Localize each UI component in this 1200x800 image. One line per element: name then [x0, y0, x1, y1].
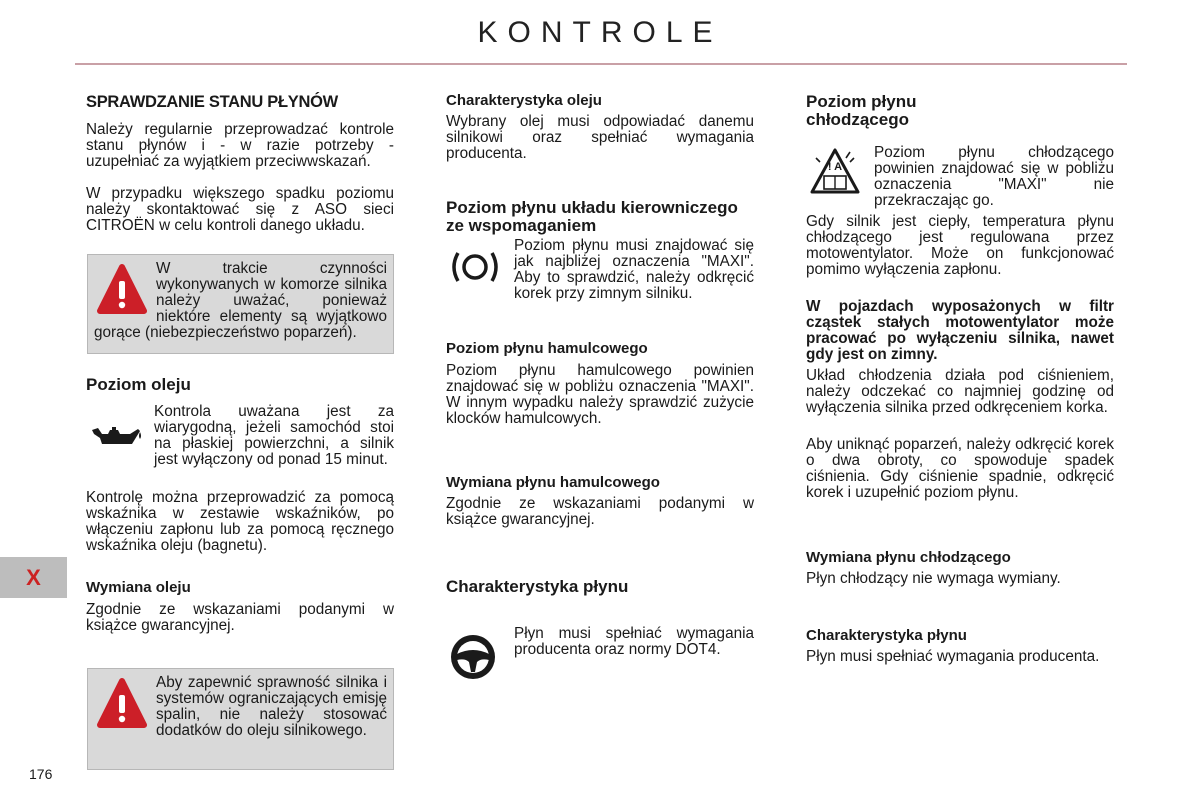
oil-change-text: Zgodnie ze wskazaniami podanymi w książce gwarancyjnej. [86, 601, 394, 634]
engine-heat-warning-text: W trakcie czynności wykonywanych w komorze silnika należy uważać, ponieważ niektóre elementy są wyjątkowo gorące (niebezpieczeństwo poparzeń). [94, 260, 387, 341]
coolant-burn-text: Aby uniknąć poparzeń, należy odkręcić korek o dwa obroty, co spowoduje spadek ciśnienia. Gdy ciśnienie spadnie, odkręcić korek i uzupełnić poziom płynu. [806, 436, 1114, 501]
coolant-fan-text: Gdy silnik jest ciepły, temperatura płynu chłodzącego jest regulowana przez motowentylator. Może on funkcjonować pomimo wyłączenia zapłonu. [806, 213, 1114, 278]
brake-fluid-spec-heading: Charakterystyka płynu [446, 577, 629, 596]
additives-warning-text: Aby zapewnić sprawność silnika i systemów ograniczających emisję spalin, nie należy stosować dodatków do oleju silnikowego. [156, 674, 387, 739]
page-number: 176 [29, 766, 53, 782]
additives-warning [87, 668, 394, 770]
oil-level-text: Kontrola uważana jest za wiarygodną, jeżeli samochód stoi na płaskiej powierzchni, a silnik jest wyłączony od ponad 15 minut. [154, 403, 394, 468]
warning-icon [94, 261, 150, 319]
steering-wheel-icon [447, 632, 499, 682]
fluids-intro-2: W przypadku większego spadku poziomu należy skontaktować się z ASO sieci CITROËN w celu kontroli danego układu. [86, 185, 394, 234]
fluids-intro-1: Należy regularnie przeprowadzać kontrole stanu płynów i - w razie potrzeby - uzupełniać za wyjątkiem przeciwwskazań. [86, 121, 394, 170]
coolant-spec-text: Płyn musi spełniać wymagania producenta. [806, 648, 1100, 665]
oil-can-icon [88, 420, 144, 454]
brake-change-heading: Wymiana płynu hamulcowego [446, 474, 660, 491]
coolant-pressure-text: Układ chłodzenia działa pod ciśnieniem, należy odczekać co najmniej godzinę od wyłączenia silnika przed odkręceniem korka. [806, 367, 1114, 416]
fluids-heading: SPRAWDZANIE STANU PŁYNÓW [86, 93, 338, 111]
brake-level-heading: Poziom płynu hamulcowego [446, 340, 648, 357]
coolant-level-text: Poziom płynu chłodzącego powinien znajdować się w pobliżu oznaczenia "MAXI" nie przekraczając go. [874, 144, 1114, 209]
coolant-change-heading: Wymiana płynu chłodzącego [806, 549, 1011, 566]
title-divider [75, 63, 1127, 65]
power-steering-text: Poziom płynu musi znajdować się jak najbliżej oznaczenia "MAXI". Aby to sprawdzić, należy odkręcić korek przy zimnym silniku. [514, 237, 754, 302]
oil-level-text-2: Kontrolę można przeprowadzić za pomocą wskaźnika w zestawie wskaźników, po włączeniu zapłonu lub za pomocą ręcznego wskaźnika oleju (bagnetu). [86, 489, 394, 554]
warning-icon [94, 675, 150, 733]
brake-level-text: Poziom płynu hamulcowego powinien znajdować się w pobliżu oznaczenia "MAXI". W innym wypadku należy sprawdzić zużycie klocków hamulcowych. [446, 362, 754, 427]
oil-spec-heading: Charakterystyka oleju [446, 92, 602, 109]
oil-change-heading: Wymiana oleju [86, 579, 191, 596]
page-title: KONTROLE [477, 16, 723, 49]
coolant-heading: Poziom płynu chłodzącego [806, 92, 917, 129]
coolant-change-text: Płyn chłodzący nie wymaga wymiany. [806, 570, 1061, 587]
coolant-spec-heading: Charakterystyka płynu [806, 627, 967, 644]
oil-spec-text: Wybrany olej musi odpowiadać danemu silnikowi oraz spełniać wymagania producenta. [446, 113, 754, 162]
coolant-hazard-icon [806, 144, 864, 198]
brake-fluid-spec-text: Płyn musi spełniać wymagania producenta oraz normy DOT4. [514, 625, 754, 658]
svg-text:! A: ! A [827, 161, 843, 173]
power-steering-heading: Poziom płynu układu kierowniczego ze wspomaganiem [446, 198, 738, 235]
power-steering-icon [448, 247, 502, 287]
engine-heat-warning [87, 254, 394, 354]
brake-change-text: Zgodnie ze wskazaniami podanymi w książce gwarancyjnej. [446, 495, 754, 528]
coolant-dpf-note: W pojazdach wyposażonych w filtr cząstek stałych motowentylator może pracować po wyłączeniu silnika, nawet gdy jest on zimny. [806, 298, 1114, 363]
oil-level-heading: Poziom oleju [86, 375, 191, 394]
chapter-tab[interactable]: X [0, 557, 67, 598]
